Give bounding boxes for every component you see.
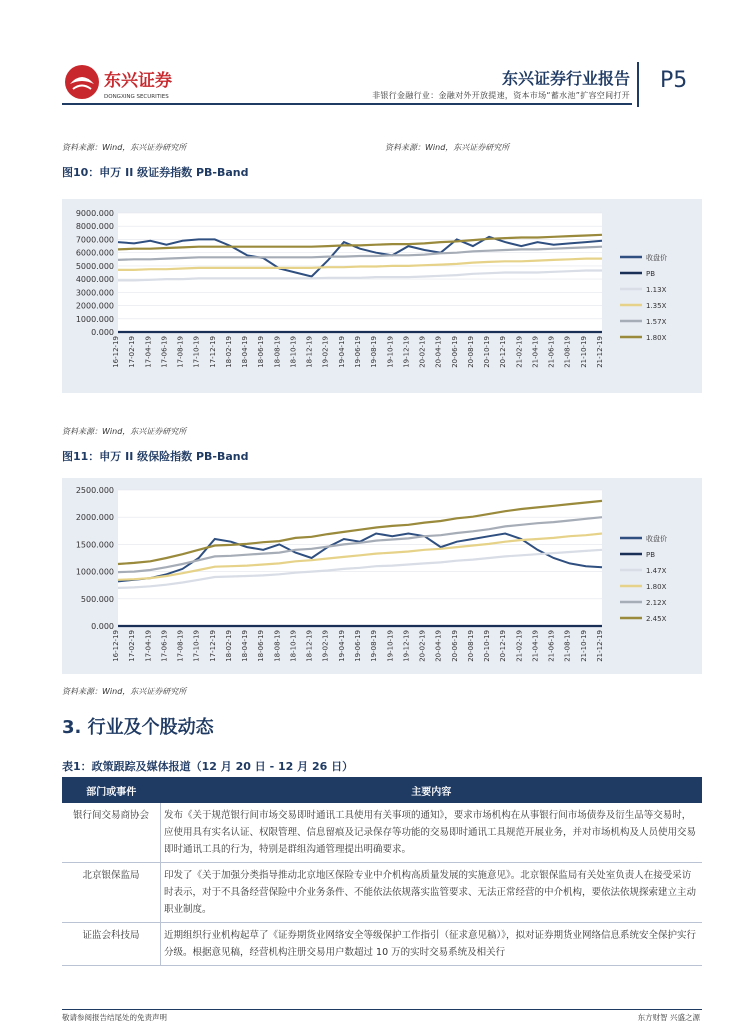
x-tick-label: 20-06-19 — [450, 630, 459, 662]
x-tick-label: 19-12-19 — [402, 336, 411, 368]
x-tick-label: 18-06-19 — [257, 336, 266, 368]
y-tick-label: 8000.000 — [75, 222, 114, 232]
x-tick-label: 20-12-19 — [499, 336, 508, 368]
table-row — [62, 803, 702, 863]
legend-label: 1.80X — [646, 334, 667, 342]
x-tick-label: 21-10-19 — [579, 336, 588, 368]
x-tick-label: 17-08-19 — [176, 336, 185, 368]
y-tick-label: 0.000 — [91, 622, 114, 631]
x-tick-label: 21-04-19 — [531, 630, 540, 662]
table-row — [62, 863, 702, 923]
x-tick-label: 19-04-19 — [337, 336, 346, 368]
plot-area — [118, 490, 602, 626]
x-tick-label: 17-12-19 — [208, 630, 217, 662]
x-tick-label: 20-08-19 — [466, 336, 475, 368]
figure-title: 图10：申万 II 级证券指数 PB-Band — [62, 166, 249, 179]
figure-source: 资料来源：Wind，东兴证券研究所 — [62, 427, 187, 436]
x-tick-label: 19-06-19 — [354, 336, 362, 368]
y-tick-label: 500.000 — [80, 594, 114, 604]
x-tick-label: 19-08-19 — [370, 630, 379, 662]
y-tick-label: 3000.000 — [75, 288, 114, 298]
figure-source: 资料来源：Wind，东兴证券研究所 — [62, 687, 187, 696]
logo-cn-text: 东兴证券 — [104, 71, 172, 91]
legend-label: 收盘价 — [646, 535, 667, 543]
x-tick-label: 20-02-19 — [418, 336, 427, 368]
x-tick-label: 21-04-19 — [531, 336, 540, 368]
row-org: 北京银保监局 — [62, 863, 161, 923]
row-org: 证监会科技局 — [62, 923, 161, 966]
x-tick-label: 17-10-19 — [192, 336, 201, 368]
x-tick-label: 21-10-19 — [579, 630, 588, 662]
row-content: 印发了《关于加强分类指导推动北京地区保险专业中介机构高质量发展的实施意见》。北京银保监局有关处室负责人在接受采访时表示，对于不具备经营保险中介业务条件、不能依法依规落实监管要求、无法正常经营的中介机构，要依法依规探索建立主动职业制度。 — [161, 863, 703, 923]
legend-label: 2.45X — [646, 615, 667, 623]
x-tick-label: 17-06-19 — [160, 336, 169, 368]
x-tick-label: 17-10-19 — [192, 630, 201, 662]
x-tick-label: 17-08-19 — [176, 630, 185, 662]
x-tick-label: 20-12-19 — [499, 630, 508, 662]
pb-band-chart-securities — [62, 199, 702, 393]
x-tick-label: 18-08-19 — [273, 630, 282, 662]
x-tick-label: 18-12-19 — [305, 630, 314, 662]
x-tick-label: 18-04-19 — [241, 630, 250, 662]
x-tick-label: 20-06-19 — [450, 336, 459, 368]
x-tick-label: 21-06-19 — [547, 630, 556, 662]
report-subtitle: 非银行金融行业：金融对外开放提速，资本市场“蓄水池”扩容空间打开 — [372, 91, 630, 100]
source-note-left: 资料来源：Wind，东兴证券研究所 — [62, 143, 187, 152]
x-tick-label: 18-10-19 — [289, 630, 298, 662]
x-tick-label: 19-02-19 — [321, 336, 330, 368]
x-tick-label: 16-12-19 — [112, 336, 120, 368]
x-tick-label: 16-12-19 — [112, 630, 120, 662]
source-note-right: 资料来源：Wind，东兴证券研究所 — [385, 143, 510, 152]
y-tick-label: 2500.000 — [75, 486, 114, 495]
x-tick-label: 19-12-19 — [402, 630, 411, 662]
x-tick-label: 17-04-19 — [144, 630, 153, 662]
legend-label: 1.47X — [646, 567, 667, 575]
y-tick-label: 0.000 — [91, 328, 114, 337]
x-tick-label: 18-02-19 — [224, 336, 233, 368]
x-tick-label: 20-10-19 — [483, 630, 492, 662]
x-tick-label: 21-06-19 — [547, 335, 556, 368]
x-tick-label: 21-02-19 — [515, 336, 524, 368]
pb-band-chart-insurance — [62, 478, 702, 674]
y-tick-label: 2000.000 — [75, 301, 114, 311]
row-content: 近期组织行业机构起草了《证券期货业网络安全等级保护工作指引（征求意见稿）》，拟对证券期货业网络信息系统安全保护实行分级。根据意见稿，经营机构注册交易用户数超过 10 万的实时交易系统及相关行 — [161, 923, 703, 966]
header-content: 主要内容 — [161, 777, 703, 803]
table-title: 表1：政策跟踪及媒体报道（12 月 20 日 - 12 月 26 日） — [62, 760, 354, 773]
footer-divider — [62, 1009, 702, 1010]
x-tick-label: 17-02-19 — [128, 630, 137, 662]
legend-label: 1.57X — [646, 318, 667, 326]
x-tick-label: 19-08-19 — [370, 336, 379, 368]
x-tick-label: 19-10-19 — [386, 630, 395, 662]
footer-disclaimer: 敬请参阅报告结尾处的免责声明 — [62, 1013, 167, 1022]
x-tick-label: 19-02-19 — [321, 630, 330, 662]
header-divider — [62, 103, 632, 105]
page-number: P5 — [660, 68, 688, 93]
x-tick-label: 19-06-19 — [354, 630, 362, 662]
x-tick-label: 20-04-19 — [434, 630, 443, 662]
report-title: 东兴证券行业报告 — [501, 69, 630, 88]
y-tick-label: 6000.000 — [75, 248, 114, 258]
x-tick-label: 18-02-19 — [224, 630, 233, 662]
y-tick-label: 5000.000 — [75, 261, 114, 271]
section-heading: 3. 行业及个股动态 — [62, 717, 214, 738]
x-tick-label: 18-04-19 — [241, 336, 250, 368]
header-dept: 部门或事件 — [62, 777, 161, 803]
x-tick-label: 18-06-19 — [257, 630, 266, 662]
table-row — [62, 923, 702, 966]
legend-label: 1.13X — [646, 286, 667, 294]
legend-label: 收盘价 — [646, 254, 667, 262]
legend-label: 2.12X — [646, 599, 667, 607]
y-tick-label: 1000.000 — [75, 314, 114, 324]
y-tick-label: 9000.000 — [75, 209, 114, 218]
x-tick-label: 19-10-19 — [386, 336, 395, 368]
y-tick-label: 1500.000 — [75, 540, 114, 550]
row-org: 银行间交易商协会 — [62, 803, 161, 863]
y-tick-label: 4000.000 — [75, 275, 114, 285]
x-tick-label: 18-12-19 — [305, 336, 314, 368]
legend-label: 1.35X — [646, 302, 667, 310]
x-tick-label: 17-04-19 — [144, 336, 153, 368]
x-tick-label: 21-02-19 — [515, 630, 524, 662]
x-tick-label: 20-04-19 — [434, 336, 443, 368]
x-tick-label: 20-10-19 — [483, 336, 492, 368]
policy-table — [62, 777, 702, 966]
chart-panel — [62, 478, 702, 674]
x-tick-label: 20-02-19 — [418, 630, 427, 662]
y-tick-label: 7000.000 — [75, 235, 114, 245]
logo-en-text: DONGXING SECURITIES — [104, 94, 169, 100]
legend-label: PB — [646, 270, 656, 278]
figure-title: 图11：申万 II 级保险指数 PB-Band — [62, 450, 249, 463]
x-tick-label: 17-06-19 — [160, 630, 169, 662]
y-tick-label: 1000.000 — [75, 567, 114, 577]
x-tick-label: 18-08-19 — [273, 336, 282, 368]
chart-panel — [62, 199, 702, 393]
header-vertical-divider — [637, 62, 639, 107]
x-tick-label: 20-08-19 — [466, 630, 475, 662]
legend-label: PB — [646, 551, 656, 559]
x-tick-label: 21-12-19 — [596, 336, 604, 368]
x-tick-label: 18-10-19 — [289, 336, 298, 368]
x-tick-label: 21-08-19 — [563, 336, 572, 368]
legend-label: 1.80X — [646, 583, 667, 591]
x-tick-label: 17-12-19 — [208, 336, 217, 368]
footer-slogan: 东方财智 兴盛之源 — [637, 1013, 700, 1022]
x-tick-label: 19-04-19 — [337, 630, 346, 662]
x-tick-label: 21-08-19 — [563, 630, 572, 662]
y-tick-label: 2000.000 — [75, 513, 114, 523]
row-content: 发布《关于规范银行间市场交易即时通讯工具使用有关事项的通知》，要求市场机构在从事银行间市场债券及衍生品等交易时，应使用具有实名认证、权限管理、信息留痕及记录保存等功能的交易即时通讯工具规范开展业务，并对市场机构及人员使用交易即时通讯工具的行为，特别是群组沟通管理提出明确要求。 — [161, 803, 703, 863]
table-header-row — [62, 777, 702, 803]
x-tick-label: 21-12-19 — [596, 630, 604, 662]
company-logo — [62, 62, 202, 106]
x-tick-label: 17-02-19 — [128, 336, 137, 368]
